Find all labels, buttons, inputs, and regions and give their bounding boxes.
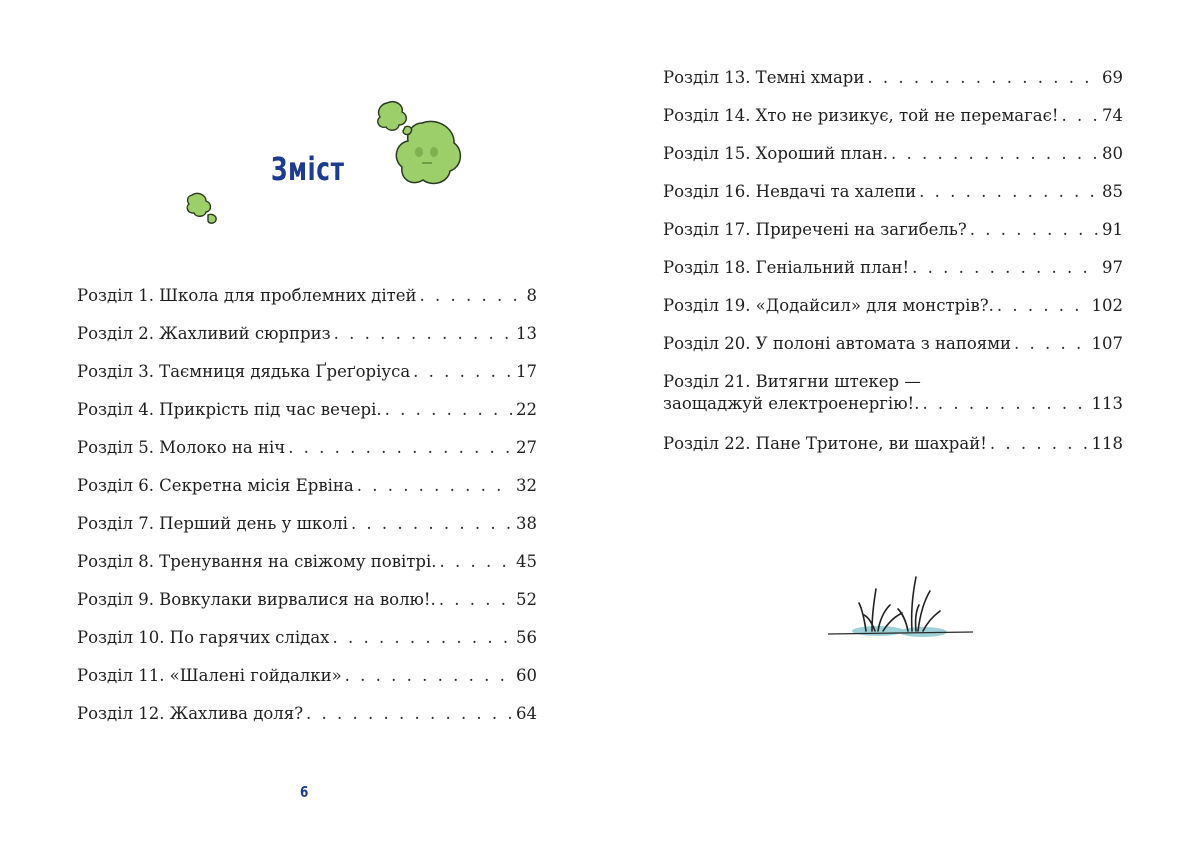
toc-entry-label: Розділ 9. Вовкулаки вирвалися на волю!. [77,590,436,609]
reeds [859,577,940,631]
toc-entry[interactable] [663,181,1123,219]
toc-entry-page: 52 [516,590,537,609]
right-page [600,0,1200,855]
toc-leader-dots [334,323,513,345]
toc-entry[interactable] [77,285,537,323]
toc-leader-dots [1014,333,1088,355]
toc-entry-page: 69 [1102,68,1123,87]
toc-entry-label: Розділ 11. «Шалені гойдалки» [77,666,342,685]
page-number: 6 [300,783,309,801]
toc-entry[interactable] [663,143,1123,181]
toc-entry-label: Розділ 6. Секретна місія Ервіна [77,476,354,495]
toc-leader-dots [922,393,1088,415]
toc-entry-label: Розділ 20. У полоні автомата з напоями [663,334,1012,353]
toc-entry-page: 56 [516,628,537,647]
toc-entry-label: Розділ 12. Жахлива доля? [77,704,304,723]
toc-entry-page: 91 [1102,220,1123,239]
toc-entry-page: 8 [526,286,537,305]
toc-entry[interactable] [663,219,1123,257]
toc-leader-dots [912,257,1099,279]
page-title: Зміст [271,150,345,188]
toc-entry[interactable] [663,257,1123,295]
toc-entry[interactable] [77,703,537,741]
toc-entry-label: Розділ 16. Невдачі та халепи [663,182,917,201]
toc-leader-dots [1061,105,1099,127]
toc-entry-page: 64 [516,704,537,723]
toc-leader-dots [970,219,1099,241]
toc-entry-label: Розділ 8. Тренування на свіжому повітрі. [77,552,437,571]
toc-entry[interactable] [77,361,537,399]
toc-entry-label: Розділ 14. Хто не ризикує, той не перемагає! [663,106,1059,125]
toc-leader-dots [413,361,513,383]
toc-entry[interactable] [77,437,537,475]
toc-entry-label: Розділ 2. Жахливий сюрприз [77,324,331,343]
toc-entry-page: 97 [1102,258,1123,277]
toc-entry[interactable] [77,627,537,665]
toc-leader-dots [288,437,513,459]
toc-entry[interactable] [663,105,1123,143]
water-puddle [828,626,973,637]
toc-entry[interactable] [663,295,1123,333]
table-of-contents-left [77,285,537,741]
toc-entry[interactable] [663,371,1123,433]
smoke-cloud-small-bottom [187,193,216,223]
toc-entry-label: Розділ 3. Таємниця дядька Ґреґоріуса [77,362,411,381]
toc-entry-label: Розділ 10. По гарячих слідах [77,628,330,647]
toc-entry-page: 85 [1102,182,1123,201]
toc-entry-page: 102 [1091,296,1123,315]
toc-leader-dots [385,399,513,421]
toc-entry-page: 60 [516,666,537,685]
toc-entry-page: 27 [516,438,537,457]
smoke-cloud-small-top [378,102,412,135]
toc-leader-dots [891,143,1099,165]
toc-entry[interactable] [77,551,537,589]
toc-entry-page: 13 [516,324,537,343]
toc-leader-dots [997,295,1089,317]
toc-entry[interactable] [663,433,1123,471]
toc-entry[interactable] [77,475,537,513]
toc-leader-dots [306,703,513,725]
toc-entry-page: 32 [516,476,537,495]
toc-leader-dots [867,67,1099,89]
toc-leader-dots [440,551,514,573]
toc-leader-dots [439,589,513,611]
toc-entry-label: Розділ 22. Пане Тритоне, ви шахрай! [663,434,987,453]
toc-entry[interactable] [77,323,537,361]
toc-entry-page: 45 [516,552,537,571]
reeds-in-water-illustration [828,565,978,645]
table-of-contents-right [663,67,1123,471]
toc-leader-dots [345,665,513,687]
toc-leader-dots [420,285,524,307]
toc-entry-page: 80 [1102,144,1123,163]
toc-entry-label: Розділ 19. «Додайсил» для монстрів?. [663,296,994,315]
toc-leader-dots [357,475,513,497]
toc-entry-label: Розділ 4. Прикрість під час вечері. [77,400,382,419]
toc-entry-label: Розділ 1. Школа для проблемних дітей [77,286,417,305]
toc-entry[interactable] [77,589,537,627]
toc-entry-page: 74 [1102,106,1123,125]
toc-entry-label-line2: заощаджуй електроенергію!. [663,394,920,413]
toc-entry-label: Розділ 17. Приречені на загибель? [663,220,967,239]
toc-entry[interactable] [77,513,537,551]
toc-entry-page: 38 [516,514,537,533]
toc-entry-page: 17 [516,362,537,381]
toc-leader-dots [919,181,1099,203]
toc-entry-label: Розділ 13. Темні хмари [663,68,865,87]
toc-leader-dots [332,627,513,649]
toc-entry-page: 22 [516,400,537,419]
toc-entry-label-line1: Розділ 21. Витягни штекер — [663,372,921,391]
toc-entry[interactable] [663,67,1123,105]
toc-entry-page: 113 [1091,394,1123,413]
toc-entry[interactable] [77,665,537,703]
toc-entry-label: Розділ 15. Хороший план. [663,144,888,163]
toc-entry[interactable] [663,333,1123,371]
toc-entry-label: Розділ 5. Молоко на ніч [77,438,286,457]
toc-entry-label: Розділ 7. Перший день у школі [77,514,348,533]
toc-entry[interactable] [77,399,537,437]
toc-entry-page: 118 [1091,434,1123,453]
toc-leader-dots [351,513,513,535]
toc-entry-label: Розділ 18. Геніальний план! [663,258,910,277]
toc-entry-page: 107 [1091,334,1123,353]
toc-leader-dots [990,433,1089,455]
